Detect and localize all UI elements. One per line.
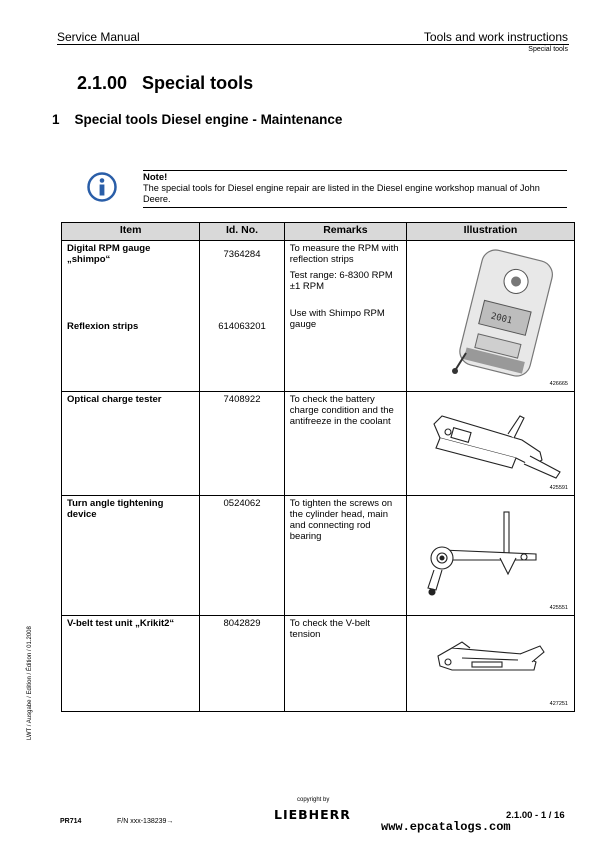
illustration-rpm-gauge	[406, 241, 574, 392]
id-number: 7408922	[200, 392, 285, 496]
id-number: 0524062	[200, 496, 285, 616]
remark: To tighten the screws on the cylinder head, main and connecting rod bearing	[284, 496, 406, 616]
page-title: 2.1.00 Special tools	[77, 73, 254, 93]
table-row	[62, 616, 575, 712]
table-row	[62, 496, 575, 616]
edition-sidebar-text: LWT / Ausgabe / Edition / Édition / 01.2008	[27, 626, 33, 740]
note-text: The special tools for Diesel engine repair are listed in the Diesel engine workshop manual of John Deere.	[143, 183, 540, 204]
footer-model: PR714	[60, 818, 82, 825]
illustration-charge-tester	[406, 392, 574, 496]
table-row	[62, 241, 575, 392]
special-tools-table	[61, 222, 575, 712]
id-number: 614063201	[218, 321, 266, 332]
item-name: Digital RPM gauge „shimpo“	[67, 243, 151, 265]
remark: To measure the RPM with reflection strips	[289, 243, 399, 265]
item-name: Optical charge tester	[62, 392, 200, 496]
remark: Test range: 6-8300 RPM ±1 RPM	[289, 270, 393, 292]
footer-part-number: F/N xxx-138239→	[117, 818, 174, 825]
rpm-gauge-illustration	[412, 243, 569, 386]
header-item: Item	[62, 223, 200, 241]
figure-number: 425591	[549, 485, 568, 491]
svg-text:2001: 2001	[489, 311, 514, 327]
footer-page-number: 2.1.00 - 1 / 16	[506, 810, 565, 821]
id-number: 7364284	[223, 249, 261, 260]
note-bottom-rule	[143, 207, 567, 208]
header-remarks: Remarks	[284, 223, 406, 241]
info-icon	[87, 172, 117, 202]
remark: To check the V-belt tension	[284, 616, 406, 712]
charge-tester-illustration	[412, 394, 569, 490]
header-id: Id. No.	[200, 223, 285, 241]
item-name: Reflexion strips	[67, 321, 139, 332]
table-header-row	[62, 223, 575, 241]
note-title: Note!	[143, 172, 168, 183]
table-row	[62, 392, 575, 496]
header-subtitle: Special tools	[528, 46, 568, 53]
header-illustration: Illustration	[406, 223, 574, 241]
header-rule	[57, 44, 569, 45]
footer-copyright: copyright by	[297, 797, 330, 803]
id-number: 8042829	[200, 616, 285, 712]
watermark: www.epcatalogs.com	[381, 820, 511, 834]
figure-number: 427251	[549, 701, 568, 707]
illustration-vbelt-tester	[406, 616, 574, 712]
header-chapter-title: Tools and work instructions	[423, 30, 568, 44]
item-name: Turn angle tightening device	[62, 496, 200, 616]
remark: To check the battery charge condition and the antifreeze in the coolant	[284, 392, 406, 496]
remark: Use with Shimpo RPM gauge	[289, 308, 385, 330]
section-heading: 1 Special tools Diesel engine - Maintenance	[52, 112, 343, 127]
angle-device-illustration	[412, 498, 569, 610]
item-name: V-belt test unit „Krikit2“	[62, 616, 200, 712]
figure-number: 425551	[549, 605, 568, 611]
note-top-rule	[143, 170, 567, 171]
header-manual-title: Service Manual	[57, 30, 140, 44]
vbelt-tester-illustration	[412, 618, 569, 706]
liebherr-logo: LIEBHERR	[274, 807, 351, 822]
illustration-angle-device	[406, 496, 574, 616]
figure-number: 426665	[549, 381, 568, 387]
